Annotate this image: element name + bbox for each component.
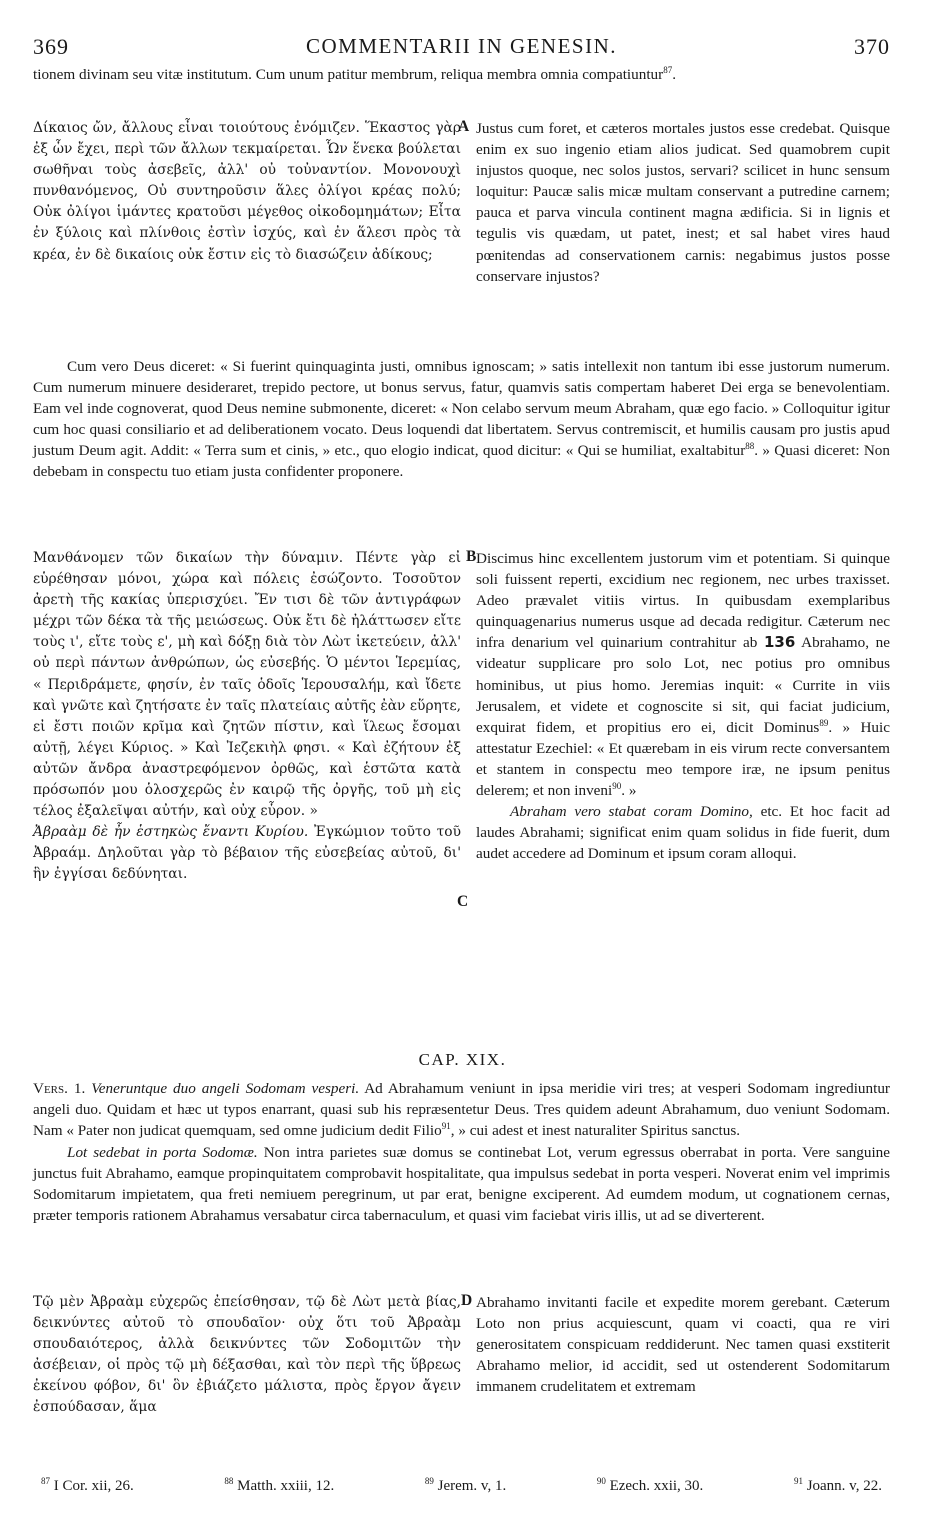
footnote: $^{91}$ Joann. v, 22. — [793, 1476, 882, 1494]
footnote: $^{87}$ I Cor. xii, 26. — [41, 1476, 134, 1494]
verse-label: Vers. 1. — [33, 1080, 86, 1097]
greek-column-b: Μανθάνομεν τῶν δικαίων τὴν δύναμιν. Πέντε γὰρ εἰ εὑρέθησαν μόνοι, χώρα καὶ πόλεις ἐσώζοντο. Τοσοῦτον ἀρετὴ τῆς κακίας ὑπερισχύει. Ἔν τισι δὲ τῶν ἀντιγράφων μέχρι τῶν δέκα τὰ τῆς μειώσεως. Οὐκ ἔτι δὲ ἠλάττωσεν εἴτε τοὺς ι', εἴτε τοὺς ε', μὴ καὶ δόξῃ διὰ τὸν Λὼτ ἱκετεύειν, ἀλλ' οὐ περὶ πάντων ἀνθρώπων, ὡς εὐσεβής. Ὁ μέντοι Ἱερεμίας, « Περιδράμετε, φησίν, ἐν ταῖς ὁδοῖς Ἱερουσαλήμ, καὶ ἴδετε καὶ γνῶτε καὶ ζητήσατε ἐν ταῖς πλατείαις αὐτῆς ἐὰν εὕρητε, εἰ ἔστι ποιῶν κρῖμα καὶ ζητῶν πίστιν, καὶ ἵλεως ἔσομαι αὐτῇ, λέγει Κύριος. » Καὶ Ἰεζεκιὴλ φησι. « Καὶ ἐζήτουν ἐξ αὐτῶν ἄνδρα ἀναστρεφόμενον ὀρθῶς, καὶ ἑστῶτα κατὰ πρόσωπόν μου ὁλοσχερῶς ἐν καιρῷ τῆς ὀργῆς, τοῦ μὴ εἰς τέλος ἐξαλεῖψαι αὐτήν, καὶ οὐχ εὗρον. » Ἀβραὰμ δὲ ἦν ἑστηκὼς ἔναντι Κυρίου. Ἐγκώμιον τοῦτο τοῦ Ἀβραάμ. Δηλοῦται γὰρ τὸ βέβαιον τῆς εὐσεβείας αὐτοῦ, δι' ἣν ἐγγίσαι δεδύνηται. — [33, 550, 461, 883]
footnotes — [33, 1478, 890, 1495]
lot-paragraph: Lot sedebat in porta Sodomæ. Non intra parietes suæ domus se continebat Lot, verum egressus oberrabat in porta. Vere sanguine junctus fuit Abrahamo, eamque propinquitatem comprobavit hospitalitate, qua impulsus sedebat in porta vesperi. Noverat enim vel imprimis Sodomitarum impietatem, qua freti nemiuem peregrinum, ut par erat, benigne exciperent. Ad eumdem modum, ut cognationem cernas, præter temporis rationem Abrahamus versabatur circa tabernaculum, et quasi vim faciebat viris illis, ut ad se diverterent. — [33, 1144, 890, 1225]
page-marker-number: 136 — [763, 633, 796, 652]
margin-marker-d: D — [461, 1292, 473, 1309]
latin-column-b: Discimus hinc excellentem justorum vim et potentiam. Si quinque soli fuissent reperti, excidium nec regionem, nec urbes traxisset. Adeo prævalet vitiis virtus. In quibusdam exemplaribus quinquagenarius numerus usque ad decada redigitur. Cæterum nec infra denarium vel quinarium contrahitur ab 136 Abrahamo, ne videatur supplicare pro solo Lot, nec potius pro omnibus hominibus, ut pius homo. Jeremias inquit: « Currite in viis Jerusalem, et videte et cognoscite si sit, qui faciat judicium, exquirat fidem, et propitius ero ei, dicit Dominus$^{89}$. » Huic attestatur Ezechiel: « Et quærebam in eis virum recte conversantem et stantem in conspectu meo tempore iræ, ne ipsum penitus delerem; et non inveni$^{90}$. » Abraham vero stabat coram Domino, etc. Et hoc facit ad laudes Abrahami; significat enim quam solidus in fide fuerit, dum audet accedere ad Dominum et ipsum coram alloqui. — [476, 550, 891, 863]
footnote: $^{88}$ Matth. xxiii, 12. — [224, 1476, 335, 1494]
top-paragraph: tionem divinam seu vitæ institutum. Cum unum patitur membrum, reliqua membra omnia compatiuntur$^{87}$. — [33, 64, 676, 83]
running-title: COMMENTARII IN GENESIN. — [305, 34, 618, 58]
left-page-number: 369 — [33, 34, 69, 59]
greek-column-d: Τῷ μὲν Ἀβραὰμ εὐχερῶς ἐπείσθησαν, τῷ δὲ Λὼτ μετὰ βίας, δεικνύντες αὐτοῦ τὸ σπουδαῖον· οὐχ ὅτι τοῦ Ἀβραὰμ σπουδαιότερος, ἀλλὰ δεικνύντες τῶν Σοδομιτῶν τὴν ἀσέβειαν, οἱ πρὸς τῷ μὴ δέξασθαι, καὶ τὸν περὶ τῆς ὕβρεως ἐκείνου φόβον, δι' ὃν ἐβιάζετο μάλιστα, πρὸς ἔργον ἄγειν ἐσπούδασαν, ἅμα — [33, 1294, 461, 1416]
middle-paragraph: Cum vero Deus diceret: « Si fuerint quinquaginta justi, omnibus ignoscam; » satis intellexit non tantum ibi esse justorum numerum. Cum numerum minuere desideraret, trepido pectore, ut bonus servus, fatur, quamvis satis compertam haberet Dei erga se benevolentiam. Eam vel inde cognoverat, quod Deus nemine submonente, diceret: « Non celabo servum meum Abraham, quæ ego facio. » Colloquitur igitur cum hoc quasi consiliario et ad deliberationem vocato. Deus loquendi dat libertatem. Servus contremiscit, et humilis causam pro justis apud justum Deum agit. Addit: « Terra sum et cinis, » etc., quo elogio indicat, quod dicitur: « Qui se humiliat, exaltabitur$^{88}$. » Quasi diceret: Non debebam in conspectu tuo etiam justa confidenter proponere. — [33, 358, 890, 481]
block-d — [33, 1292, 890, 1432]
footnote: $^{89}$ Jerem. v, 1. — [424, 1476, 507, 1494]
latin-column-a: Justus cum foret, et cæteros mortales justos esse credebat. Quisque enim ex suo ingenio etiam alios judicat. Sed quamobrem cupit injustos quoque, nec solos justos, servari? scilicet in hunc sensum loquitur: Paucæ salis micæ multam conservant a putredine carnem; pauca et parva vincula continent magna ædificia. Si in lignis et tegulis vis quædam, ut patet, inest; et sal habet vires haud pœnitendas ad conservationem carnis: negabimus justos posse conservare injustos? — [476, 120, 890, 285]
footnote-ref: 88 — [745, 441, 755, 452]
margin-marker-a: A — [458, 118, 470, 135]
footnote-ref: 87 — [663, 64, 673, 75]
verse-paragraph: Vers. 1. Veneruntque duo angeli Sodomam vesperi. Ad Abrahamum veniunt in ipsa meridie viri tres; at vesperi Sodomam ingrediuntur angeli duo. Quidam et hæc ut typos enarrant, quasi sub his repræsentetur Deus. Tres quidem adeunt Abrahamum, duo veniunt Sodomam. Nam « Pater non judicat quemquam, sed omne judicium dedit Filio$^{91}$, » cui adest et inest naturaliter Spiritus sanctus. — [33, 1080, 890, 1140]
chapter-heading: CAP. XIX. — [418, 1050, 507, 1069]
footnote: $^{90}$ Ezech. xxii, 30. — [596, 1476, 704, 1494]
block-a — [33, 118, 890, 358]
latin-column-d: Abrahamo invitanti facile et expedite morem gerebant. Cæterum Loto non prius acquiescunt, quam vi coacti, qua re viri generositatem conspicuam reddiderunt. Nec tamen quasi exstiterit Abrahamo melior, id accidit, sed ut ostenderent Sodomitarum immanem crudelitatem et extremam — [476, 1294, 890, 1396]
page-header — [33, 34, 890, 62]
margin-marker-b: B — [466, 548, 477, 565]
margin-marker-c: C — [457, 893, 469, 910]
block-b — [33, 548, 890, 1053]
right-page-number: 370 — [854, 34, 890, 59]
greek-column-a: Δίκαιος ὤν, ἄλλους εἶναι τοιούτους ἐνόμιζεν. Ἕκαστος γὰρ ἐξ ὧν ἔχει, περὶ τῶν ἄλλων τεκμαίρεται. Ὧν ἕνεκα βούλεται σωθῆναι τοὺς ἀσεβεῖς, ἀλλ' οὐ τοὐναντίον. Μονονουχὶ πυνθανόμενος, Οὐ συντηροῦσιν ἅλες ὀλίγοι κρέας πολύ; Οὐκ ὀλίγοι ἱμάντες κρατοῦσι μέγεθος οἰκοδομημάτων; Εἶτα ἐν ξύλοις καὶ πλίνθοις ἐστὶν ἰσχύς, καὶ ἐν ἅλεσι πρὸς τὰ κρέα, ἐν δὲ δικαίοις οὐκ ἔστιν εἰς τὸ διασώζειν ἀδίκους; — [33, 120, 461, 263]
